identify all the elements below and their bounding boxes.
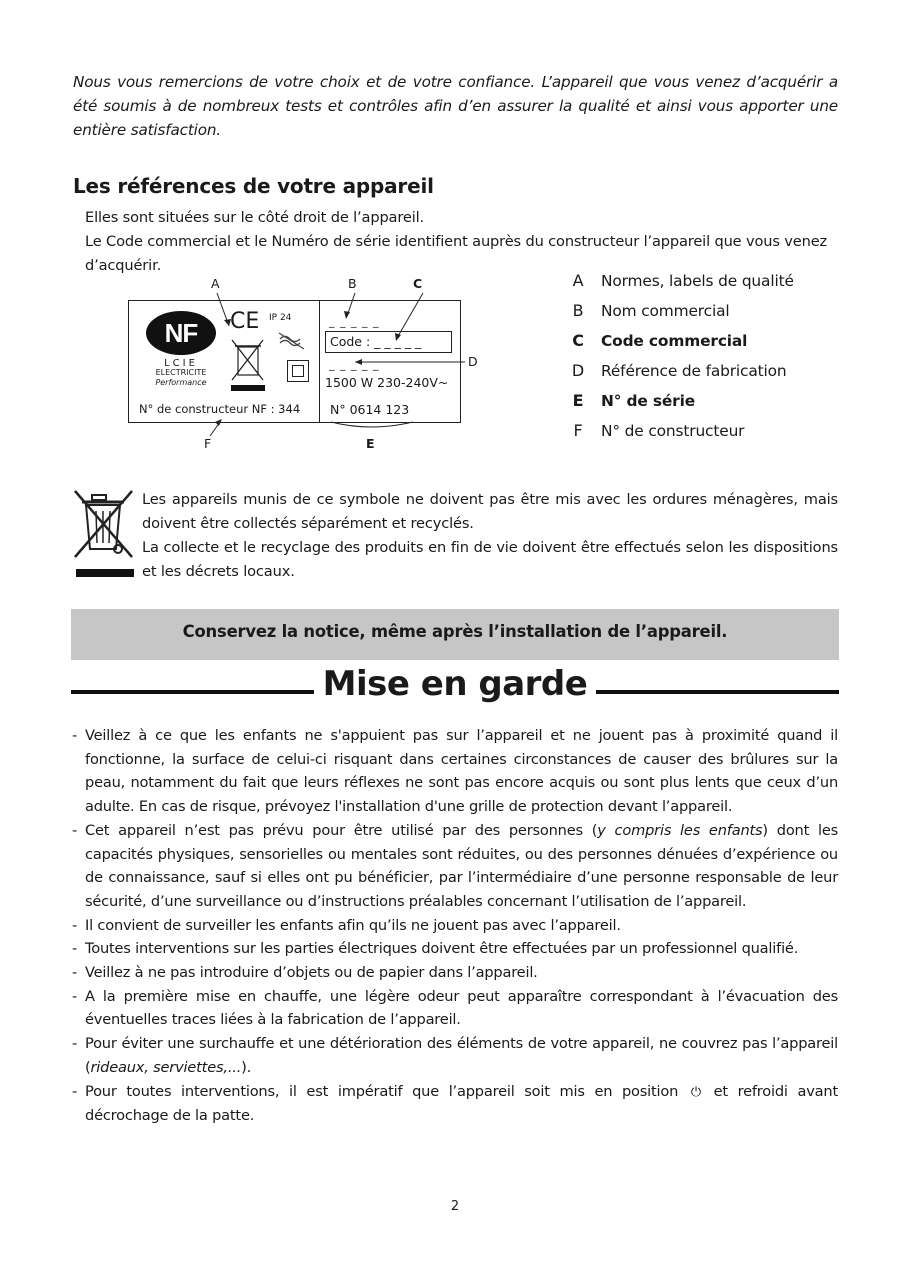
- legend-letter: C: [572, 331, 584, 350]
- references-text: [85, 206, 838, 278]
- section-rule-left: [71, 690, 314, 694]
- warning-item: - Veillez à ne pas introduire d’objets ou de papier dans l’appareil.: [72, 964, 538, 982]
- label-legend: [568, 269, 848, 449]
- warning-text: Veillez à ne pas introduire d’objets ou de papier dans l’appareil.: [85, 964, 538, 982]
- section-title: Mise en garde: [322, 664, 588, 704]
- warning-item: - Veillez à ce que les enfants ne s'appuient pas sur l’appareil et ne jouent pas à proximité quand il fonctionne, la surface de celui-ci risquant dans certaines circonstances de causer des brûlures sur la peau, notamment du fait que leurs réflexes ne sont pas encore acquis ou sont plus lents que ceux d’un adulte. En cas de risque, prévoyez l'installation d'une grille de protection devant l’appareil.: [72, 727, 838, 816]
- serial-number: N° 0614 123: [330, 402, 410, 417]
- legend-text: Code commercial: [601, 332, 748, 350]
- recycling-notice: [142, 488, 838, 584]
- warning-text: Pour éviter une surchauffe et une détérioration des éléments de votre appareil, ne couvrez pas l’appareil (: [85, 1035, 838, 1076]
- small-bin-icon: [229, 337, 269, 393]
- crossed-bin-icon: [72, 487, 136, 581]
- callout-f: F: [204, 436, 212, 451]
- warning-item: - Toutes interventions sur les parties électriques doivent être effectuées par un professionnel qualifié.: [72, 940, 799, 958]
- legend-text: Nom commercial: [601, 302, 730, 320]
- warning-italic: y compris les enfants: [597, 821, 763, 839]
- electricite-label: ELECTRICITE: [155, 368, 207, 377]
- warning-italic: rideaux, serviettes,...: [90, 1058, 242, 1076]
- legend-letter: A: [572, 271, 584, 290]
- callout-a: A: [211, 276, 220, 291]
- page-number: 2: [450, 1199, 460, 1214]
- ip-rating: IP 24: [269, 313, 292, 323]
- legend-letter: B: [572, 301, 584, 320]
- legend-text: Référence de fabrication: [601, 362, 787, 380]
- nf-logo: NF: [146, 311, 216, 355]
- warning-text: Pour toutes interventions, il est impératif que l’appareil soit mis en position: [85, 1082, 679, 1100]
- legend-row-e: [568, 389, 848, 419]
- references-line-1: Elles sont situées sur le côté droit de l’appareil.: [85, 209, 425, 226]
- lcie-label: LCIE: [164, 358, 198, 369]
- legend-letter: D: [571, 361, 585, 380]
- recycling-paragraph-2: La collecte et le recyclage des produits en fin de vie doivent être effectués selon les dispositions et les décrets locaux.: [142, 539, 838, 580]
- legend-text: Normes, labels de qualité: [601, 272, 794, 290]
- warning-text: Veillez à ce que les enfants ne s'appuient pas sur l’appareil et ne jouent pas à proximité quand il fonctionne, la surface de celui-ci risquant dans certaines circonstances de causer des brûlures sur la peau, notamment du fait que leurs réflexes ne sont pas encore acquis ou sont plus lents que ceux d’un adulte. En cas de risque, prévoyez l'installation d'une grille de protection devant l’appareil.: [85, 727, 838, 816]
- callout-d: D: [468, 354, 478, 369]
- references-heading: Les références de votre appareil: [73, 174, 434, 198]
- ce-mark: CE: [230, 309, 260, 334]
- intro-paragraph: Nous vous remercions de votre choix et de votre confiance. L’appareil que vous venez d’acquérir a été soumis à de nombreux tests et contrôles afin d’en assurer la qualité et ainsi vous apporter une entière satisfaction.: [73, 73, 838, 139]
- warning-text: A la première mise en chauffe, une légère odeur peut apparaître correspondant à l’évacuation des éventuelles traces liées à la fabrication de l’appareil.: [85, 987, 838, 1029]
- warnings-list: [72, 724, 838, 1128]
- plate-divider: [319, 301, 320, 422]
- legend-row-d: [568, 359, 848, 389]
- legend-letter: F: [573, 421, 583, 440]
- legend-text: N° de série: [601, 392, 696, 410]
- warning-text: Il convient de surveiller les enfants afin qu’ils ne jouent pas avec l’appareil.: [85, 916, 621, 934]
- warning-item: - A la première mise en chauffe, une légère odeur peut apparaître correspondant à l’évacuation des éventuelles traces liées à la fabrication de l’appareil.: [72, 987, 838, 1029]
- warning-text: Toutes interventions sur les parties électriques doivent être effectuées par un professionnel qualifié.: [85, 940, 799, 958]
- references-line-2: Le Code commercial et le Numéro de série identifient auprès du constructeur l’appareil que vous venez d’acquérir.: [85, 233, 828, 274]
- callout-c: C: [413, 276, 423, 291]
- callout-b: B: [348, 276, 357, 291]
- legend-text: N° de constructeur: [601, 422, 745, 440]
- warning-item: - Cet appareil n’est pas prévu pour être utilisé par des personnes (y compris les enfants) dont les capacités physiques, sensorielles ou mentales sont réduites, ou des personnes dénuées d’expérience ou de connaissance, sauf si elles ont pu bénéficier, par l’intermédiaire d’une personne responsable de leur sécurité, d’une surveillance ou d’instructions préalables concernant l’utilisation de l’appareil.: [72, 821, 838, 910]
- constructor-number: N° de constructeur NF : 344: [139, 402, 301, 416]
- legend-row-f: [568, 419, 848, 449]
- commercial-name-placeholder: _ _ _ _ _: [329, 315, 380, 328]
- section-rule-right: [596, 690, 839, 694]
- rating-label-diagram: [125, 276, 490, 456]
- code-field: Code : _ _ _ _ _: [325, 331, 452, 353]
- warning-item: - Il convient de surveiller les enfants afin qu’ils ne jouent pas avec l’appareil.: [72, 916, 621, 934]
- legend-letter: E: [572, 391, 584, 410]
- reference-placeholder: _ _ _ _ _: [329, 358, 380, 371]
- warning-item: - Pour toutes interventions, il est impératif que l’appareil soit mis en position ⏻ et refroidi avant décrochage de la patte.: [72, 1082, 838, 1125]
- keep-manual-banner: Conservez la notice, même après l’installation de l’appareil.: [71, 609, 839, 660]
- callout-e: E: [366, 436, 375, 451]
- recycling-paragraph-1: Les appareils munis de ce symbole ne doivent pas être mis avec les ordures ménagères, mais doivent être collectés séparément et recyclés.: [142, 491, 838, 532]
- warning-item: - Pour éviter une surchauffe et une détérioration des éléments de votre appareil, ne couvrez pas l’appareil (rideaux, serviettes,...).: [72, 1035, 838, 1076]
- warning-text: ) dont les capacités physiques, sensorielles ou mentales sont réduites, ou des personnes dénuées d’expérience ou de connaissance, sauf si elles ont pu bénéficier, par l’intermédiaire d’une personne responsable de leur sécurité, d’une surveillance ou d’instructions préalables concernant l’utilisation de l’appareil.: [85, 821, 838, 910]
- legend-row-a: [568, 269, 848, 299]
- warning-text: Cet appareil n’est pas prévu pour être utilisé par des personnes (: [85, 821, 598, 839]
- power-rating: 1500 W 230-240V~: [325, 375, 449, 390]
- warning-text: ).: [241, 1058, 252, 1076]
- rating-plate: [128, 300, 461, 423]
- class-ii-symbol: [287, 360, 309, 382]
- performance-label: Performance: [155, 378, 207, 387]
- legend-row-c: [568, 329, 848, 359]
- warning-text: et refroidi avant décrochage de la patte.: [85, 1082, 838, 1125]
- legend-row-b: [568, 299, 848, 329]
- no-towel-icon: [277, 331, 307, 351]
- standby-icon: ⏻: [690, 1084, 701, 1100]
